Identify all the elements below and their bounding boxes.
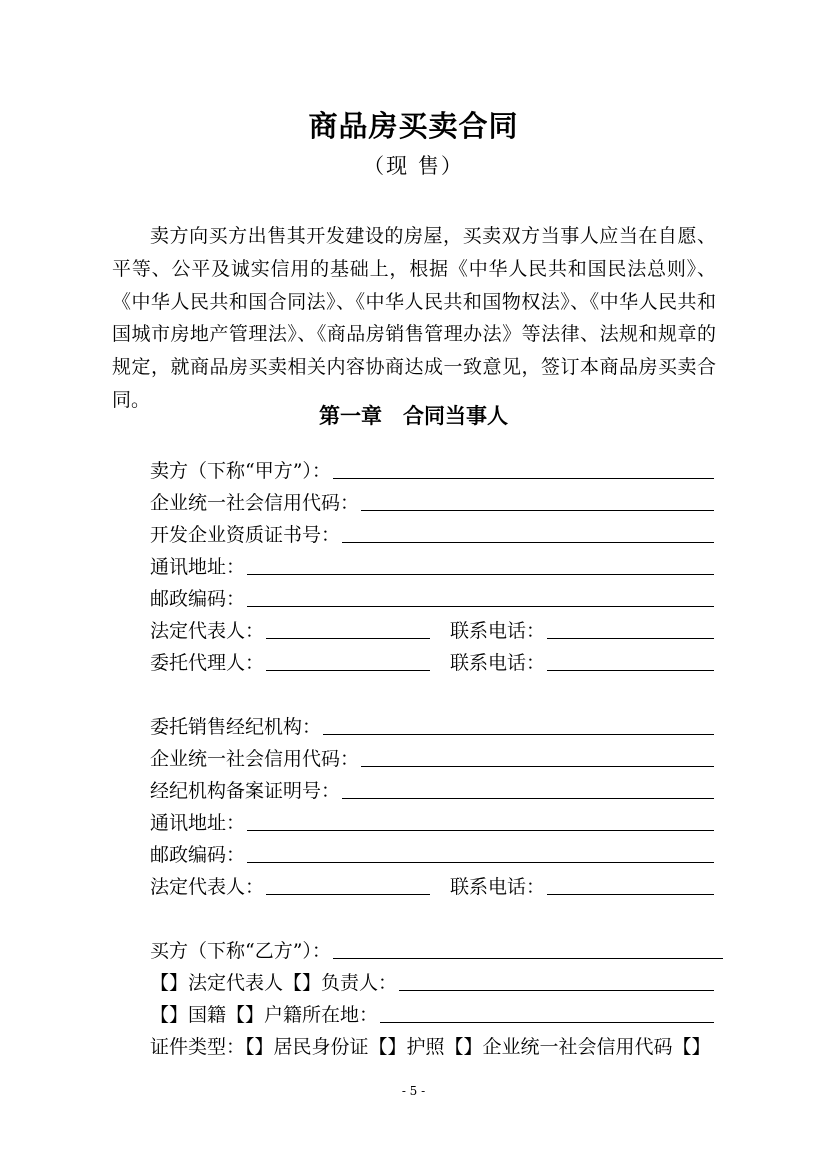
seller-agent-row — [150, 650, 714, 676]
broker-phone-field[interactable] — [547, 894, 714, 895]
broker-address-label: 通讯地址： — [150, 812, 246, 834]
broker-postcode-row — [150, 842, 714, 868]
seller-qualification-row — [150, 522, 714, 548]
seller-qualification-label: 开发企业资质证书号： — [150, 524, 341, 546]
seller-name-label: 卖方（下称“甲方”）： — [150, 460, 331, 482]
broker-name-field[interactable] — [323, 734, 714, 735]
contract-subtitle: （现 售） — [363, 154, 464, 178]
broker-record-label: 经纪机构备案证明号： — [150, 780, 341, 802]
buyer-nationality-row — [150, 1002, 714, 1028]
buyer-nationality-field[interactable] — [380, 1022, 714, 1023]
intro-paragraph: 卖方向买方出售其开发建设的房屋，买卖双方当事人应当在自愿、平等、公平及诚实信用的基础上，根据《中华人民共和国民法总则》、《中华人民共和国合同法》、《中华人民共和国物权法》、《中华人民共和国城市房地产管理法》、《商品房销售管理办法》等法律、法规和规章的规定，就商品房买卖相关内容协商达成一致意见，签订本商品房买卖合同。 — [112, 225, 716, 411]
seller-credit-code-field[interactable] — [361, 510, 714, 511]
seller-address-row — [150, 554, 714, 580]
broker-address-row — [150, 810, 714, 836]
seller-phone-field[interactable] — [547, 638, 714, 639]
seller-postcode-row — [150, 586, 714, 612]
broker-legal-rep-field[interactable] — [266, 894, 430, 895]
broker-credit-code-field[interactable] — [361, 766, 714, 767]
buyer-rep-field[interactable] — [399, 990, 714, 991]
buyer-name-label: 买方（下称“乙方”）： — [150, 940, 331, 962]
buyer-rep-row — [150, 970, 714, 996]
broker-credit-code-row — [150, 746, 714, 772]
seller-agent-phone-field[interactable] — [547, 670, 714, 671]
seller-postcode-field[interactable] — [247, 606, 714, 607]
broker-legal-rep-label: 法定代表人： — [150, 876, 265, 898]
broker-postcode-field[interactable] — [247, 862, 714, 863]
seller-agent-label: 委托代理人： — [150, 652, 265, 674]
seller-postcode-label: 邮政编码： — [150, 588, 246, 610]
chapter-heading: 第一章 合同当事人 — [319, 404, 508, 428]
seller-agent-phone-label: 联系电话： — [450, 652, 546, 674]
broker-postcode-label: 邮政编码： — [150, 844, 246, 866]
seller-qualification-field[interactable] — [342, 542, 714, 543]
broker-name-label: 委托销售经纪机构： — [150, 716, 322, 738]
buyer-rep-label: 【】法定代表人【】负责人： — [150, 972, 398, 994]
buyer-nationality-label: 【】国籍【】户籍所在地： — [150, 1004, 379, 1026]
seller-address-label: 通讯地址： — [150, 556, 246, 578]
broker-name-row — [150, 714, 714, 740]
seller-legal-rep-field[interactable] — [266, 638, 430, 639]
seller-credit-code-label: 企业统一社会信用代码： — [150, 492, 360, 514]
buyer-id-type-line: 证件类型：【】居民身份证【】护照【】企业统一社会信用代码【】 — [150, 1036, 711, 1058]
broker-record-row — [150, 778, 714, 804]
contract-title: 商品房买卖合同 — [308, 109, 519, 143]
seller-phone-label: 联系电话： — [450, 620, 546, 642]
seller-address-field[interactable] — [247, 574, 714, 575]
seller-legal-rep-label: 法定代表人： — [150, 620, 265, 642]
page-number: - 5 - — [401, 1084, 426, 1098]
seller-credit-code-row — [150, 490, 714, 516]
broker-phone-label: 联系电话： — [450, 876, 546, 898]
broker-address-field[interactable] — [247, 830, 714, 831]
seller-name-row — [150, 458, 714, 484]
seller-agent-field[interactable] — [266, 670, 430, 671]
buyer-name-row — [150, 938, 723, 964]
buyer-name-field[interactable] — [333, 958, 723, 959]
seller-legal-rep-row — [150, 618, 714, 644]
broker-record-field[interactable] — [342, 798, 714, 799]
broker-credit-code-label: 企业统一社会信用代码： — [150, 748, 360, 770]
broker-legal-rep-row — [150, 874, 714, 900]
seller-name-field[interactable] — [333, 478, 714, 479]
